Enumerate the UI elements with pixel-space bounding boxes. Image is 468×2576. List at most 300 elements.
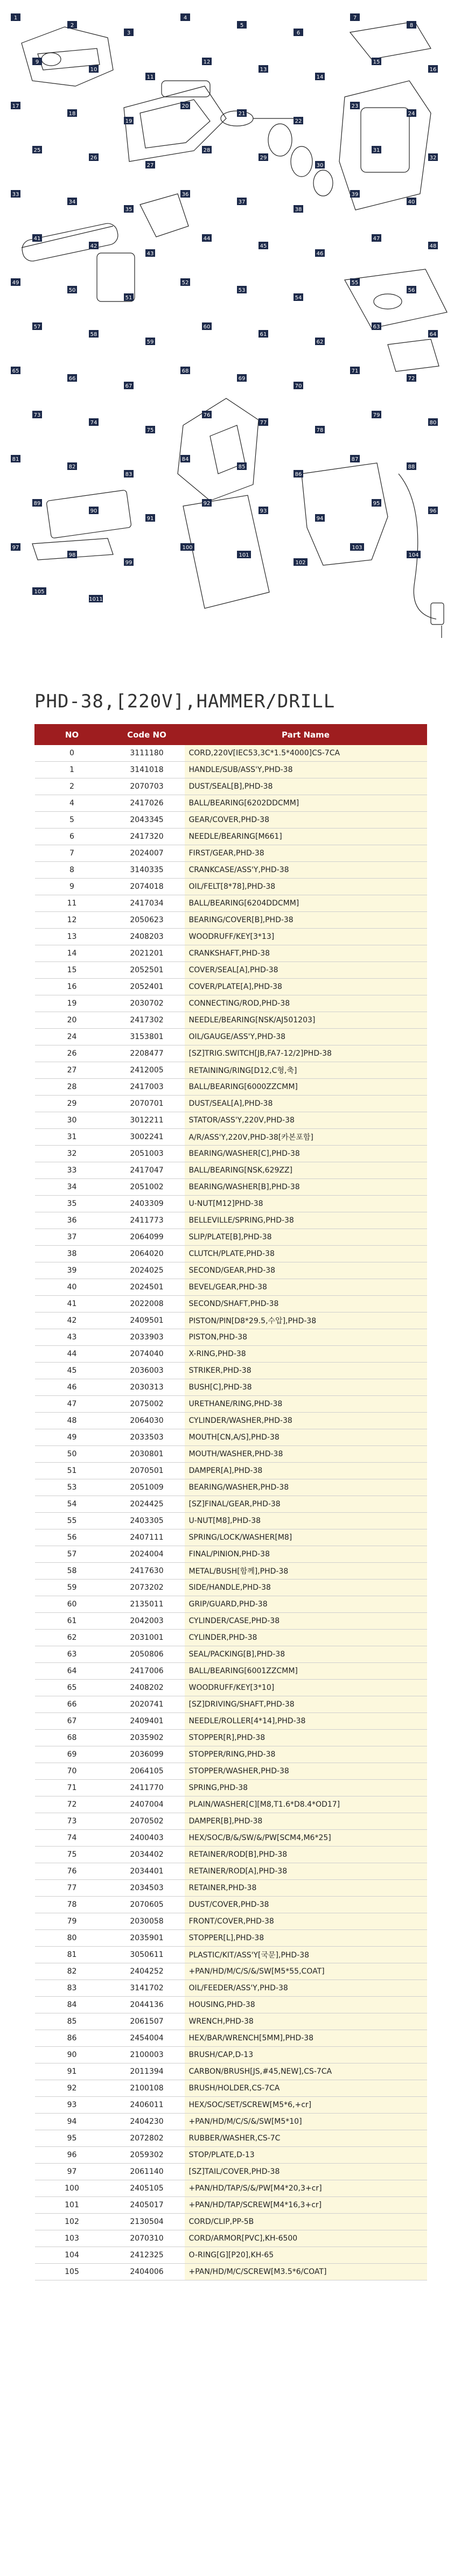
cell-no: 0 — [35, 745, 109, 762]
callout-10 — [89, 65, 99, 73]
cell-no: 44 — [35, 1346, 109, 1363]
cell-code: 2034503 — [109, 1880, 185, 1897]
cell-part-name: STOP/PLATE,D-13 — [185, 2147, 427, 2164]
cell-code: 2061507 — [109, 2013, 185, 2030]
cell-no: 64 — [35, 1663, 109, 1680]
callout-number: 11 — [146, 74, 154, 80]
callout-number: 36 — [181, 192, 189, 198]
callout-number: 54 — [295, 295, 302, 301]
callout-layer — [11, 13, 438, 602]
table-row — [35, 1329, 427, 1346]
cell-code: 2036003 — [109, 1363, 185, 1379]
table-row — [35, 979, 427, 995]
cell-code: 2070701 — [109, 1096, 185, 1112]
cell-no: 48 — [35, 1413, 109, 1429]
callout-number: 38 — [295, 207, 302, 213]
cell-part-name: HEX/BAR/WRENCH[5MM],PHD-38 — [185, 2030, 427, 2047]
callout-number: 51 — [125, 295, 132, 301]
callout-number: 17 — [12, 103, 19, 109]
cell-no: 45 — [35, 1363, 109, 1379]
cell-code: 2417034 — [109, 895, 185, 912]
callout-96 — [428, 507, 438, 514]
callout-86 — [294, 470, 303, 478]
callout-104 — [407, 551, 421, 558]
callout-33 — [11, 190, 20, 198]
cell-code: 2043345 — [109, 812, 185, 829]
table-row — [35, 1096, 427, 1112]
callout-58 — [89, 330, 99, 338]
cell-part-name: CORD/ARMOR[PVC],KH-6500 — [185, 2230, 427, 2247]
cell-no: 81 — [35, 1947, 109, 1963]
table-row — [35, 1346, 427, 1363]
cell-code: 2070703 — [109, 778, 185, 795]
table-row — [35, 1763, 427, 1780]
callout-81 — [11, 455, 20, 462]
table-row — [35, 795, 427, 812]
callout-23 — [350, 102, 360, 109]
cell-code: 2073202 — [109, 1580, 185, 1596]
table-row — [35, 1246, 427, 1262]
cell-part-name: BALL/BEARING[6204DDCMM] — [185, 895, 427, 912]
cell-part-name: PISTON/PIN[D8*29.5,수압],PHD-38 — [185, 1312, 427, 1329]
cell-no: 39 — [35, 1262, 109, 1279]
cell-part-name: RETAINING/RING[D12,C형,축] — [185, 1062, 427, 1079]
cell-code: 2042003 — [109, 1613, 185, 1630]
stator-shape — [178, 398, 259, 501]
cell-part-name: BEVEL/GEAR,PHD-38 — [185, 1279, 427, 1296]
cell-part-name: CYLINDER/WASHER,PHD-38 — [185, 1413, 427, 1429]
table-row — [35, 945, 427, 962]
cell-code: 2036099 — [109, 1746, 185, 1763]
cell-code: 2406011 — [109, 2097, 185, 2114]
cell-no: 95 — [35, 2130, 109, 2147]
callout-number: 105 — [34, 589, 45, 595]
cell-part-name: WOODRUFF/KEY[3*13] — [185, 929, 427, 945]
cell-no: 8 — [35, 862, 109, 879]
cell-no: 82 — [35, 1963, 109, 1980]
table-row — [35, 2214, 427, 2230]
cell-part-name: SIDE/HANDLE,PHD-38 — [185, 1580, 427, 1596]
callout-46 — [315, 249, 325, 257]
callout-number: 46 — [316, 251, 324, 257]
cell-code: 2070310 — [109, 2230, 185, 2247]
cell-no: 94 — [35, 2114, 109, 2130]
callout-30 — [315, 161, 325, 169]
table-row — [35, 995, 427, 1012]
cell-no: 79 — [35, 1913, 109, 1930]
callout-number: 41 — [33, 236, 41, 242]
cell-code: 2030313 — [109, 1379, 185, 1396]
cell-no: 80 — [35, 1930, 109, 1947]
callout-73 — [32, 411, 42, 418]
cell-code: 2064099 — [109, 1229, 185, 1246]
cell-code: 2135011 — [109, 1596, 185, 1613]
callout-number: 82 — [68, 464, 76, 470]
diagram-parts — [20, 22, 447, 638]
cell-code: 2024025 — [109, 1262, 185, 1279]
table-row — [35, 962, 427, 979]
table-row — [35, 1279, 427, 1296]
cell-no: 13 — [35, 929, 109, 945]
cell-code: 2400403 — [109, 1830, 185, 1847]
cell-part-name: DUST/SEAL[B],PHD-38 — [185, 778, 427, 795]
callout-number: 12 — [203, 59, 211, 65]
callout-50 — [67, 286, 77, 293]
cell-code: 2411773 — [109, 1212, 185, 1229]
cell-code: 2050806 — [109, 1646, 185, 1663]
cell-part-name: BALL/BEARING[6202DDCMM] — [185, 795, 427, 812]
cell-code: 2407004 — [109, 1796, 185, 1813]
bevel-gear-shape — [313, 170, 333, 196]
table-row — [35, 1012, 427, 1029]
cell-no: 16 — [35, 979, 109, 995]
cell-no: 74 — [35, 1830, 109, 1847]
callout-number: 47 — [373, 236, 380, 242]
cell-no: 70 — [35, 1763, 109, 1780]
callout-17 — [11, 102, 20, 109]
callout-79 — [372, 411, 381, 418]
cell-no: 76 — [35, 1863, 109, 1880]
cell-code: 2074018 — [109, 879, 185, 895]
callout-14 — [315, 73, 325, 80]
cell-part-name: BALL/BEARING[6001ZZCMM] — [185, 1663, 427, 1680]
callout-number: 87 — [351, 457, 359, 462]
table-row — [35, 1363, 427, 1379]
cell-part-name: +PAN/HD/M/C/SCREW[M3.5*6/COAT] — [185, 2264, 427, 2280]
table-row — [35, 2147, 427, 2164]
cell-part-name: MOUTH/WASHER,PHD-38 — [185, 1446, 427, 1463]
cell-part-name: GEAR/COVER,PHD-38 — [185, 812, 427, 829]
cell-part-name: DUST/COVER,PHD-38 — [185, 1897, 427, 1913]
callout-number: 10 — [90, 67, 97, 73]
cell-no: 101 — [35, 2197, 109, 2214]
second-gear-shape — [291, 146, 312, 177]
cell-part-name: OIL/GAUGE/ASS'Y,PHD-38 — [185, 1029, 427, 1045]
callout-number: 70 — [295, 383, 302, 389]
cell-code: 2034402 — [109, 1847, 185, 1863]
table-row — [35, 912, 427, 929]
cell-code: 2407111 — [109, 1529, 185, 1546]
callout-34 — [67, 198, 77, 205]
cell-part-name: RETAINER/ROD[B],PHD-38 — [185, 1847, 427, 1863]
cell-no: 65 — [35, 1680, 109, 1696]
cell-code: 2417006 — [109, 1663, 185, 1680]
callout-95 — [372, 499, 381, 507]
cell-code: 2403309 — [109, 1196, 185, 1212]
callout-number: 35 — [125, 207, 132, 213]
cell-code: 2021201 — [109, 945, 185, 962]
callout-91 — [145, 514, 155, 522]
callout-28 — [202, 146, 212, 153]
cord-shape — [399, 474, 436, 619]
cell-part-name: O-RING[G][P20],KH-65 — [185, 2247, 427, 2264]
housing-shape — [183, 495, 269, 608]
cell-code: 2070502 — [109, 1813, 185, 1830]
callout-number: 66 — [68, 376, 76, 382]
cell-no: 92 — [35, 2080, 109, 2097]
callout-6 — [294, 29, 303, 36]
callout-27 — [145, 161, 155, 169]
callout-38 — [294, 205, 303, 213]
cell-part-name: NEEDLE/BEARING[M661] — [185, 829, 427, 845]
cell-part-name: [SZ]FINAL/GEAR,PHD-38 — [185, 1496, 427, 1513]
callout-22 — [294, 117, 303, 124]
table-row — [35, 879, 427, 895]
cell-code: 2030702 — [109, 995, 185, 1012]
table-row — [35, 2230, 427, 2247]
callout-number: 52 — [181, 280, 189, 286]
cell-part-name: SECOND/GEAR,PHD-38 — [185, 1262, 427, 1279]
callout-2 — [67, 21, 77, 29]
table-row — [35, 1913, 427, 1930]
cell-code: 2035902 — [109, 1730, 185, 1746]
callout-26 — [89, 153, 99, 161]
cell-no: 12 — [35, 912, 109, 929]
callout-number: 92 — [203, 501, 211, 507]
callout-39 — [350, 190, 360, 198]
callout-66 — [67, 374, 77, 382]
cell-no: 56 — [35, 1529, 109, 1546]
callout-85 — [237, 462, 247, 470]
cell-code: 3153801 — [109, 1029, 185, 1045]
cell-no: 75 — [35, 1847, 109, 1863]
cell-part-name: SEAL/PACKING[B],PHD-38 — [185, 1646, 427, 1663]
table-row — [35, 1146, 427, 1162]
cell-code: 2024501 — [109, 1279, 185, 1296]
table-row — [35, 1580, 427, 1596]
cell-part-name: MOUTH[CN,A/S],PHD-38 — [185, 1429, 427, 1446]
cell-no: 78 — [35, 1897, 109, 1913]
parts-table — [34, 724, 427, 2280]
cell-part-name: DUST/SEAL[A],PHD-38 — [185, 1096, 427, 1112]
cell-code: 2030058 — [109, 1913, 185, 1930]
cell-part-name: FIRST/GEAR,PHD-38 — [185, 845, 427, 862]
cell-part-name: +PAN/HD/M/C/S/&/SW[M5*55,COAT] — [185, 1963, 427, 1980]
cell-no: 24 — [35, 1029, 109, 1045]
cell-part-name: +PAN/HD/TAP/S/&/PW[M4*20,3+cr] — [185, 2180, 427, 2197]
callout-number: 45 — [260, 243, 267, 249]
callout-53 — [237, 286, 247, 293]
cell-code: 2064020 — [109, 1246, 185, 1262]
table-row — [35, 1296, 427, 1312]
callout-29 — [259, 153, 268, 161]
callout-82 — [67, 462, 77, 470]
cell-code: 2033903 — [109, 1329, 185, 1346]
table-row — [35, 1045, 427, 1062]
callout-4 — [180, 13, 190, 21]
cell-code: 2412005 — [109, 1062, 185, 1079]
cell-part-name: SPRING/LOCK/WASHER[M8] — [185, 1529, 427, 1546]
callout-number: 60 — [203, 324, 211, 330]
table-row — [35, 1262, 427, 1279]
cell-part-name: RETAINER/ROD[A],PHD-38 — [185, 1863, 427, 1880]
cell-part-name: SPRING,PHD-38 — [185, 1780, 427, 1796]
callout-1011 — [89, 595, 103, 602]
callout-number: 103 — [352, 545, 362, 551]
handle-inner-shape — [140, 100, 210, 148]
cell-code: 2075002 — [109, 1396, 185, 1413]
table-row — [35, 1463, 427, 1479]
cell-no: 2 — [35, 778, 109, 795]
cell-code: 2070501 — [109, 1463, 185, 1479]
callout-7 — [350, 13, 360, 21]
cell-code: 2031001 — [109, 1630, 185, 1646]
callout-number: 68 — [181, 368, 189, 374]
cell-no: 58 — [35, 1563, 109, 1580]
cell-code: 2417003 — [109, 1079, 185, 1096]
table-row — [35, 1830, 427, 1847]
callout-number: 40 — [408, 199, 415, 205]
callout-57 — [32, 322, 42, 330]
callout-number: 97 — [12, 545, 19, 551]
cell-part-name: STRIKER,PHD-38 — [185, 1363, 427, 1379]
callout-69 — [237, 374, 247, 382]
callout-number: 9 — [35, 59, 39, 65]
callout-number: 86 — [295, 472, 302, 478]
callout-64 — [428, 330, 438, 338]
callout-number: 75 — [146, 427, 154, 433]
cell-code: 2044136 — [109, 1997, 185, 2013]
callout-41 — [32, 234, 42, 242]
table-row — [35, 2247, 427, 2264]
cell-no: 90 — [35, 2047, 109, 2063]
cell-code: 2417320 — [109, 829, 185, 845]
callout-59 — [145, 338, 155, 345]
callout-21 — [237, 109, 247, 117]
callout-18 — [67, 109, 77, 117]
table-row — [35, 1596, 427, 1613]
cell-part-name: PISTON,PHD-38 — [185, 1329, 427, 1346]
cell-no: 100 — [35, 2180, 109, 2197]
cell-code: 2404252 — [109, 1963, 185, 1980]
cell-code: 2072802 — [109, 2130, 185, 2147]
cell-part-name: BRUSH/CAP,D-13 — [185, 2047, 427, 2063]
table-row — [35, 2047, 427, 2063]
cell-code: 2100108 — [109, 2080, 185, 2097]
cell-part-name: COVER/PLATE[A],PHD-38 — [185, 979, 427, 995]
callout-number: 13 — [260, 67, 267, 73]
cell-code: 2035901 — [109, 1930, 185, 1947]
callout-54 — [294, 293, 303, 301]
callout-number: 31 — [373, 148, 380, 153]
callout-number: 2 — [70, 23, 74, 29]
cell-code: 2408203 — [109, 929, 185, 945]
header-part-name: Part Name — [185, 725, 427, 745]
table-row — [35, 1546, 427, 1563]
cell-code: 2130504 — [109, 2214, 185, 2230]
cell-part-name: +PAN/HD/TAP/SCREW[M4*16,3+cr] — [185, 2197, 427, 2214]
cylinder-case-shape — [345, 269, 447, 328]
callout-70 — [294, 382, 303, 389]
table-row — [35, 1196, 427, 1212]
cell-code: 3002241 — [109, 1129, 185, 1146]
cell-part-name: BALL/BEARING[NSK,629ZZ] — [185, 1162, 427, 1179]
cell-part-name: U-NUT[M8],PHD-38 — [185, 1513, 427, 1529]
table-row — [35, 1997, 427, 2013]
callout-number: 8 — [409, 23, 414, 29]
table-row — [35, 1847, 427, 1863]
table-row — [35, 1813, 427, 1830]
table-row — [35, 1179, 427, 1196]
cell-code: 2020741 — [109, 1696, 185, 1713]
callout-number: 95 — [373, 501, 380, 507]
cell-part-name: CARBON/BRUSH[JS,#45,NEW],CS-7CA — [185, 2063, 427, 2080]
cell-code: 2408202 — [109, 1680, 185, 1696]
cell-code: 2404230 — [109, 2114, 185, 2130]
cell-no: 63 — [35, 1646, 109, 1663]
oil-gauge-shape — [388, 339, 439, 371]
callout-number: 96 — [429, 508, 437, 514]
cell-part-name: RUBBER/WASHER,CS-7C — [185, 2130, 427, 2147]
cell-code: 2403305 — [109, 1513, 185, 1529]
cell-part-name: CONNECTING/ROD,PHD-38 — [185, 995, 427, 1012]
callout-number: 23 — [351, 103, 359, 109]
table-row — [35, 812, 427, 829]
cell-code: 2051002 — [109, 1179, 185, 1196]
callout-number: 6 — [296, 30, 301, 36]
callout-number: 5 — [240, 23, 244, 29]
cell-no: 11 — [35, 895, 109, 912]
table-row — [35, 2130, 427, 2147]
table-row — [35, 862, 427, 879]
callout-51 — [124, 293, 134, 301]
callout-number: 56 — [408, 287, 415, 293]
cell-code: 2051003 — [109, 1146, 185, 1162]
cell-no: 6 — [35, 829, 109, 845]
callout-67 — [124, 382, 134, 389]
table-row — [35, 1680, 427, 1696]
table-row — [35, 2164, 427, 2180]
callout-number: 48 — [429, 243, 437, 249]
callout-number: 64 — [429, 332, 437, 338]
table-row — [35, 1513, 427, 1529]
cell-no: 73 — [35, 1813, 109, 1830]
callout-56 — [407, 286, 416, 293]
cell-part-name: CORD/CLIP,PP-5B — [185, 2214, 427, 2230]
callout-number: 69 — [238, 376, 246, 382]
cell-part-name: PLAIN/WASHER[C][M8,T1.6*D8.4*OD17] — [185, 1796, 427, 1813]
table-row — [35, 2114, 427, 2130]
callout-52 — [180, 278, 190, 286]
cell-part-name: BUSH[C],PHD-38 — [185, 1379, 427, 1396]
cell-part-name: [SZ]TRIG.SWITCH[JB,FA7-12/2]PHD-38 — [185, 1045, 427, 1062]
cell-part-name: CYLINDER/CASE,PHD-38 — [185, 1613, 427, 1630]
table-row — [35, 778, 427, 795]
table-header-row — [35, 725, 427, 745]
parts-table-body — [35, 745, 427, 2280]
callout-number: 99 — [125, 560, 132, 566]
callout-number: 24 — [408, 111, 415, 117]
table-row — [35, 1446, 427, 1463]
callout-number: 4 — [183, 15, 187, 21]
cell-no: 38 — [35, 1246, 109, 1262]
cell-part-name: PLASTIC/KIT/ASS'Y[국문],PHD-38 — [185, 1947, 427, 1963]
cell-no: 33 — [35, 1162, 109, 1179]
cell-no: 83 — [35, 1980, 109, 1997]
table-row — [35, 1880, 427, 1897]
callout-3 — [124, 29, 134, 36]
cell-code: 2412325 — [109, 2247, 185, 2264]
callout-number: 1011 — [89, 596, 103, 602]
cell-part-name: HEX/SOC/SET/SCREW[M5*6,+cr] — [185, 2097, 427, 2114]
callout-number: 39 — [351, 192, 359, 198]
callout-number: 104 — [408, 552, 419, 558]
cell-no: 15 — [35, 962, 109, 979]
callout-72 — [407, 374, 416, 382]
table-row — [35, 1396, 427, 1413]
cell-no: 19 — [35, 995, 109, 1012]
exploded-view-diagram — [0, 0, 468, 651]
